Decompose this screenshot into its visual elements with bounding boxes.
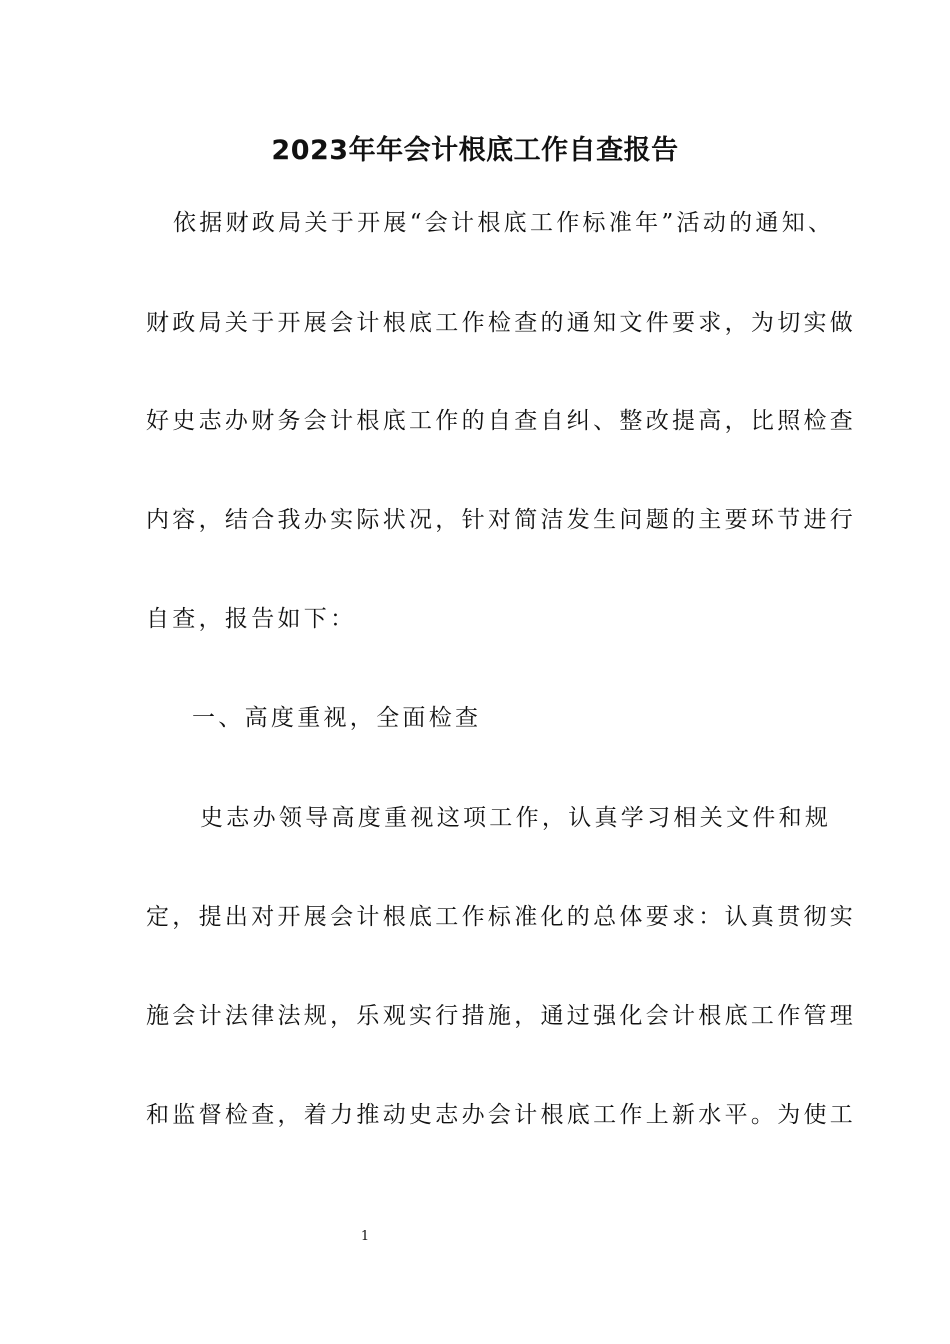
- paragraph-line: 施会计法律法规，乐观实行措施，通过强化会计根底工作管理: [146, 1003, 857, 1029]
- paragraph-line: 和监督检查，着力推动史志办会计根底工作上新水平。为使工: [146, 1102, 857, 1128]
- paragraph-line: 财政局关于开展会计根底工作检查的通知文件要求，为切实做: [146, 310, 857, 336]
- page-number: 1: [360, 1229, 370, 1244]
- paragraph-line: 好史志办财务会计根底工作的自查自纠、整改提高，比照检查: [146, 408, 857, 434]
- paragraph-line: 自查，报告如下：: [146, 606, 357, 632]
- section-heading: 一、高度重视，全面检查: [192, 705, 482, 731]
- document-title: 2023年年会计根底工作自查报告: [271, 135, 679, 166]
- paragraph-line: 定，提出对开展会计根底工作标准化的总体要求：认真贯彻实: [146, 904, 857, 930]
- paragraph-line: 史志办领导高度重视这项工作，认真学习相关文件和规: [200, 805, 832, 831]
- paragraph-line: 内容，结合我办实际状况，针对简洁发生问题的主要环节进行: [146, 507, 857, 533]
- paragraph-line: 依据财政局关于开展“会计根底工作标准年”活动的通知、: [173, 210, 835, 236]
